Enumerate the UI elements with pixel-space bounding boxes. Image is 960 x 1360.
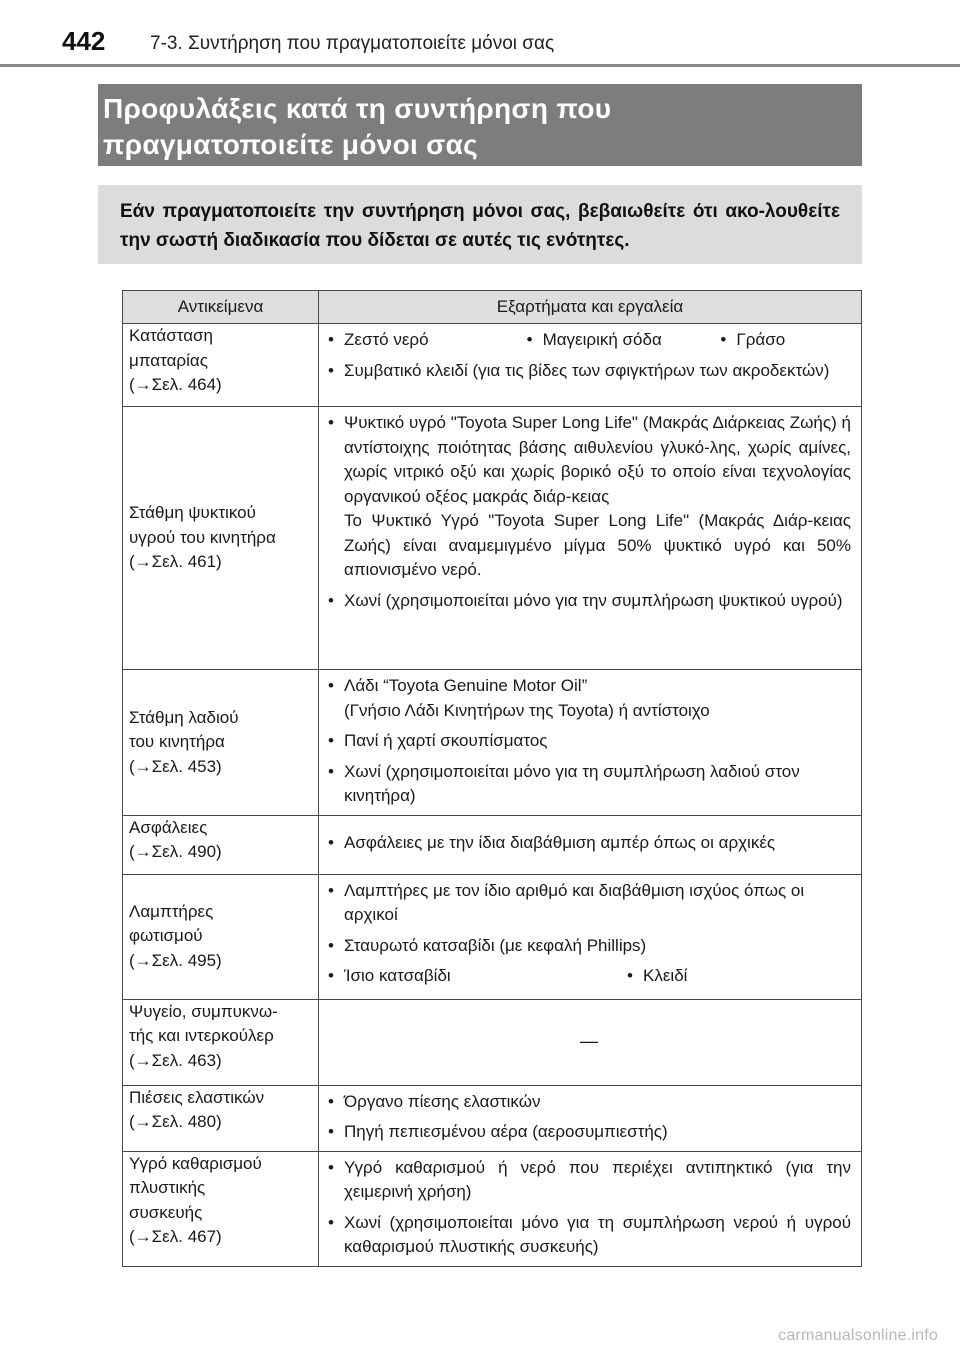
bullet-item: • Γράσο [719,328,851,353]
bullet-item: • Χωνί (χρησιμοποιείται μόνο για τη συμπλήρωση νερού ή υγρού καθαρισμού πλυστικής συσκευής) [327,1211,851,1260]
item-name-line: Ψυγείο, συμπυκνω- [129,1001,278,1021]
item-cell [123,874,319,999]
item-cell [123,1085,319,1151]
page-reference: (→Σελ. 464) [129,375,222,394]
page-reference: (→Σελ. 490) [129,842,222,861]
accessories-cell [319,1151,862,1266]
bullet-item: • Υγρό καθαρισμού ή νερό που περιέχει αντιπηκτικό (για την χειμερινή χρήση) [327,1156,851,1205]
page-reference: (→Σελ. 463) [129,1050,222,1070]
accessories-cell [319,815,862,874]
page-reference: (→Σελ. 467) [129,1227,222,1246]
inline-bullets [327,964,851,989]
bullet-item [327,674,851,723]
item-cell [123,999,319,1085]
table-row [123,1151,862,1266]
accessories-cell [319,999,862,1085]
bullet-text: • Λάδι “Toyota Genuine Motor Oil” [344,676,588,695]
item-name-line: υγρού του κινητήρα [129,527,276,547]
bullet-note: Το Ψυκτικό Υγρό "Toyota Super Long Life" (Μακράς Διάρ-κειας Ζωής) είναι αναμεμιγμένο μίγμα 50% ψυκτικό υγρό και 50% απιονισμένο νερό. [344,511,851,579]
bullet-item: • Σταυρωτό κατσαβίδι (με κεφαλή Phillips) [327,934,851,959]
section-title-line-2: πραγματοποιείτε μόνοι σας [103,129,478,160]
accessories-cell [319,324,862,407]
column-header-parts-tools: Εξαρτήματα και εργαλεία [319,291,862,324]
bullet-item: • Χωνί (χρησιμοποιείται μόνο για τη συμπλήρωση λαδιού στον κινητήρα) [327,760,851,809]
item-name-line: φωτισμού [129,926,203,946]
bullet-item [327,411,851,583]
intro-box [98,185,862,264]
item-cell [123,407,319,670]
item-name-line: Ασφάλειες [129,817,208,837]
accessories-cell [319,407,862,670]
table-row [123,324,862,407]
intro-text: Εάν πραγματοποιείτε την συντήρηση μόνοι σας, βεβαιωθείτε ότι ακο-λουθείτε την σωστή διαδικασία που δίδεται σε αυτές τις ενότητες. [120,201,840,251]
table-header-row [123,291,862,324]
inline-bullets [327,328,851,353]
item-name-line: τής και ιντερκούλερ [129,1026,274,1045]
bullet-item: • Πανί ή χαρτί σκουπίσματος [327,729,851,754]
page-reference: (→Σελ. 453) [129,756,222,776]
item-cell [123,324,319,407]
accessories-cell [319,1085,862,1151]
section-banner [98,84,862,166]
bullet-item: • Συμβατικό κλειδί (για τις βίδες των σφιγκτήρων των ακροδεκτών) [327,359,851,384]
bullet-item: • Κλειδί [626,964,687,989]
page-number: 442 [62,26,106,56]
table-row [123,407,862,670]
bullet-item: • Μαγειρική σόδα [526,328,720,353]
item-name-line: Πιέσεις ελαστικών [129,1087,265,1107]
bullet-item: • Ασφάλειες με την ίδια διαβάθμιση αμπέρ όπως οι αρχικές [327,831,851,856]
bullet-item: • Χωνί (χρησιμοποιείται μόνο για την συμπλήρωση ψυκτικού υγρού) [327,589,851,614]
page-reference: (→Σελ. 495) [129,950,222,970]
table-row [123,670,862,816]
bullet-text: (Γνήσιο Λάδι Κινητήρων της Toyota) ή αντίστοιχο [344,700,710,720]
header-rule [0,64,960,67]
item-name-line: συσκευής [129,1202,203,1222]
table-row [123,1085,862,1151]
table-row [123,999,862,1085]
item-name-line: Στάθμη λαδιού [129,707,239,727]
item-name-line: πλυστικής [129,1178,206,1197]
table-row [123,815,862,874]
empty-dash: — [580,1030,598,1051]
item-cell [123,670,319,816]
page-reference: (→Σελ. 461) [129,552,222,572]
item-name-line: Στάθμη ψυκτικού [129,503,256,523]
accessories-cell [319,670,862,816]
bullet-item: • Ζεστό νερό [327,328,526,353]
item-name-line: Λαμπτήρες [129,901,214,921]
table-row [123,874,862,999]
item-name-line: του κινητήρα [129,732,225,751]
maintenance-table [122,290,862,1267]
item-name-line: Υγρό καθαρισμού [129,1153,262,1173]
item-name-line: μπαταρίας [129,350,208,370]
bullet-item: • Όργανο πίεσης ελαστικών [327,1090,851,1115]
item-cell [123,815,319,874]
item-cell [123,1151,319,1266]
bullet-item: • Ίσιο κατσαβίδι [327,964,626,989]
page-reference: (→Σελ. 480) [129,1112,222,1131]
bullet-text: • Ψυκτικό υγρό "Toyota Super Long Life" (Μακράς Διάρκειας Ζωής) ή αντίστοιχης ποιότητας βάσης αιθυλενίου γλυκό-λης, χωρίς αμίνες, χωρίς νιτρικό οξύ και χωρίς βορικό οξύ το οποίο είναι τεχνολογίας οργανικού οξέος μακράς διάρ-κειας [344,413,851,506]
column-header-items: Αντικείμενα [123,291,319,324]
watermark: carmanualsonline.info [778,1327,938,1344]
bullet-item: • Λαμπτήρες με τον ίδιο αριθμό και διαβάθμιση ισχύος όπως οι αρχικοί [327,879,851,928]
section-title-line-1: Προφυλάξεις κατά τη συντήρηση που [103,93,612,124]
bullet-item: • Πηγή πεπιεσμένου αέρα (αεροσυμπιεστής) [327,1120,851,1145]
accessories-cell [319,874,862,999]
running-head: 7-3. Συντήρηση που πραγματοποιείτε μόνοι σας [150,33,555,54]
item-name-line: Κατάσταση [129,326,214,345]
